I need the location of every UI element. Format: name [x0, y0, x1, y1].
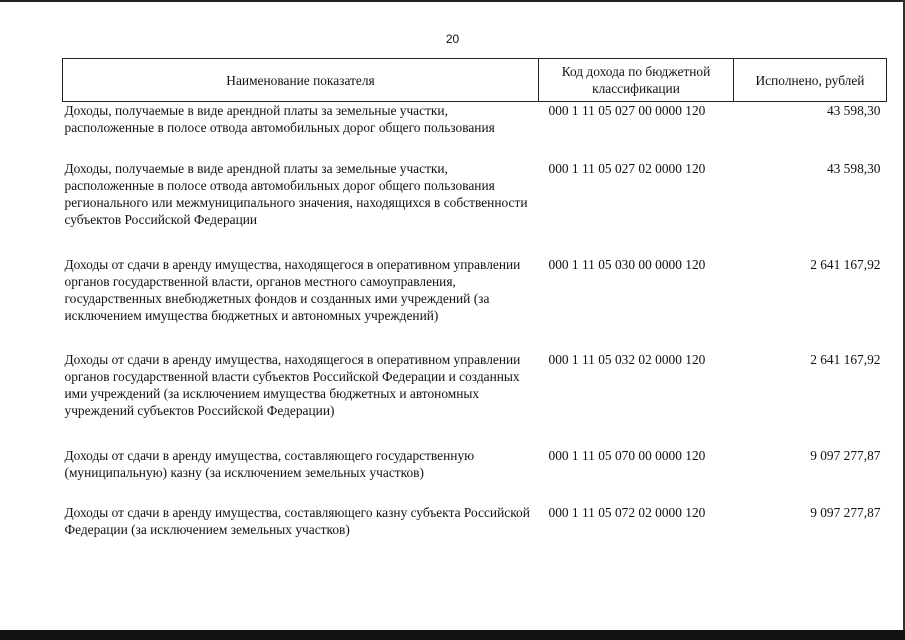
page-top-edge — [0, 0, 905, 2]
row-code: 000 1 11 05 027 00 0000 120 — [548, 103, 706, 118]
row-name: Доходы от сдачи в аренду имущества, находящегося в оперативном управлении органов государственной власти субъектов Российской Федерации и созданных ими учреждений (за исключением имущества бюджетных и автономных учреждений субъектов Российской Федерации) — [64, 352, 521, 418]
row-value: 2 641 167,92 — [810, 352, 881, 367]
table-row — [63, 102, 887, 161]
header-name: Наименование показателя — [63, 59, 539, 102]
table-row — [63, 351, 887, 447]
page-number: 20 — [445, 32, 460, 46]
row-code: 000 1 11 05 032 02 0000 120 — [548, 352, 706, 367]
row-name: Доходы, получаемые в виде арендной платы за земельные участки, расположенные в полосе отвода автомобильных дорог общего пользования — [64, 103, 495, 135]
row-value: 9 097 277,87 — [810, 505, 881, 520]
table-header — [63, 59, 887, 102]
row-code: 000 1 11 05 027 02 0000 120 — [548, 161, 706, 176]
table-row — [63, 160, 887, 256]
row-name: Доходы от сдачи в аренду имущества, составляющего государственную (муниципальную) казну (за исключением земельных участков) — [64, 448, 475, 480]
row-name: Доходы от сдачи в аренду имущества, составляющего казну субъекта Российской Федерации (за исключением земельных участков) — [64, 505, 530, 537]
header-code: Код дохода по бюджетной классификации — [539, 59, 734, 102]
row-name: Доходы, получаемые в виде арендной платы за земельные участки, расположенные в полосе отвода автомобильных дорог общего пользования регионального или межмуниципального значения, находящихся в собственности субъектов Российской Федерации — [64, 161, 528, 227]
row-value: 43 598,30 — [826, 103, 881, 118]
page-bottom-edge — [0, 630, 905, 640]
row-name: Доходы от сдачи в аренду имущества, находящегося в оперативном управлении органов государственной власти, органов местного самоуправления, государственных внебюджетных фондов и созданных ими учреждений (за исключением имущества бюджетных и автономных учреждений) — [64, 257, 521, 323]
header-executed: Исполнено, рублей — [734, 59, 887, 102]
row-value: 9 097 277,87 — [810, 448, 881, 463]
table-row — [63, 447, 887, 504]
row-value: 2 641 167,92 — [810, 257, 881, 272]
header-row — [63, 59, 887, 102]
table-body — [63, 102, 887, 545]
table-row — [63, 504, 887, 544]
row-value: 43 598,30 — [826, 161, 881, 176]
row-code: 000 1 11 05 070 00 0000 120 — [548, 448, 706, 463]
row-code: 000 1 11 05 030 00 0000 120 — [548, 257, 706, 272]
table-row — [63, 256, 887, 351]
revenue-table — [62, 58, 887, 544]
row-code: 000 1 11 05 072 02 0000 120 — [548, 505, 706, 520]
